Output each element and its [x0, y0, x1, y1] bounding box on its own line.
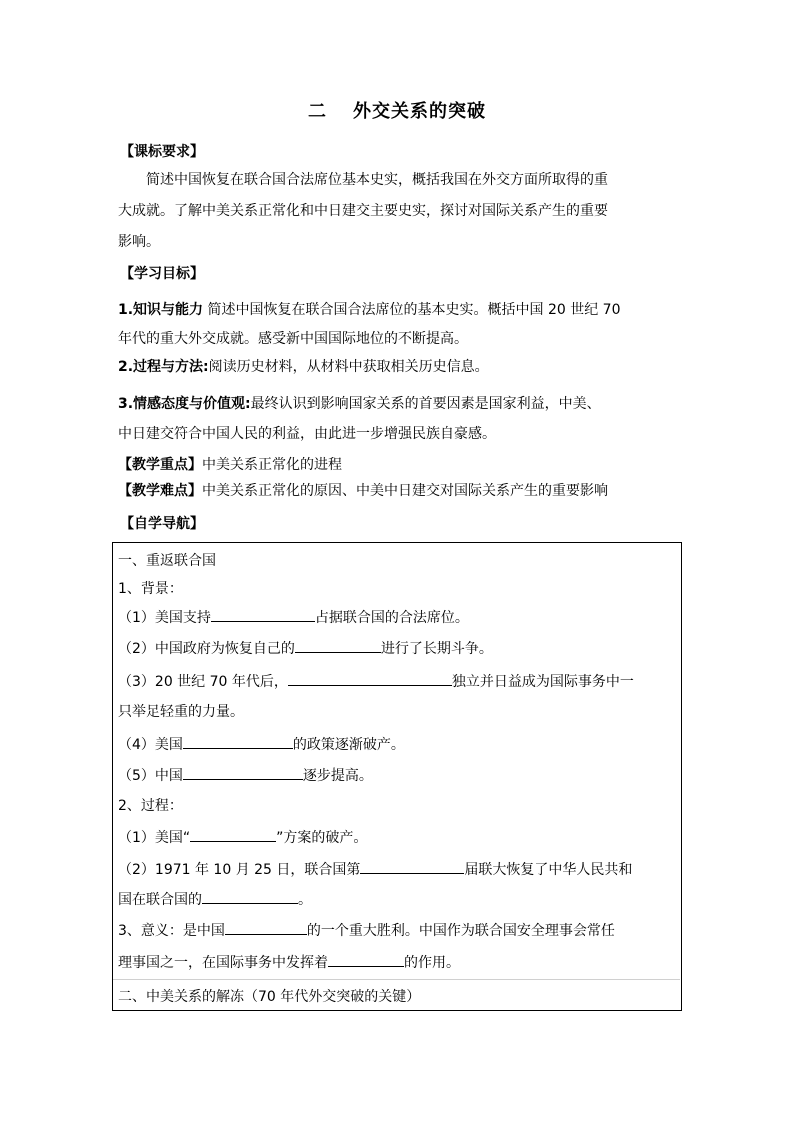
- teaching-key-point: 【教学重点】中美关系正常化的进程: [118, 457, 342, 473]
- guide-significance-cont: 理事国之一，在国际事务中发挥着 的作用。: [118, 951, 460, 972]
- fill-blank[interactable]: [202, 888, 298, 904]
- objective-emotion-cont: 中日建交符合中国人民的利益，由此进一步增强民族自豪感。: [118, 426, 496, 442]
- fill-blank[interactable]: [183, 733, 293, 749]
- guide-item: （2）中国政府为恢复自己的 进行了长期斗争。: [118, 637, 493, 658]
- section-heading-kebiao: 【课标要求】: [120, 144, 204, 160]
- guide-background-heading: 1、背景：: [118, 581, 183, 597]
- guide-item: （1）美国“ ”方案的破产。: [118, 826, 367, 847]
- guide-section-2-title: 二、中美关系的解冻（70 年代外交突破的关键）: [118, 989, 421, 1005]
- objective-knowledge-cont: 年代的重大外交成就。感受新中国国际地位的不断提高。: [118, 331, 468, 347]
- kebiao-line: 影响。: [118, 234, 160, 250]
- fill-blank[interactable]: [183, 764, 303, 780]
- fill-blank[interactable]: [360, 858, 464, 874]
- section-heading-daohang: 【自学导航】: [120, 516, 204, 532]
- guide-item: （4）美国 的政策逐渐破产。: [118, 733, 405, 754]
- objective-process: 2.过程与方法:阅读历史材料，从材料中获取相关历史信息。: [118, 359, 489, 375]
- guide-item-cont: 只举足轻重的力量。: [118, 704, 244, 720]
- objective-knowledge: 1.知识与能力 简述中国恢复在联合国合法席位的基本史实。概括中国 20 世纪 70: [118, 302, 621, 318]
- guide-section-1-title: 一、重返联合国: [118, 553, 216, 569]
- fill-blank[interactable]: [211, 606, 315, 622]
- kebiao-line: 大成就。了解中美关系正常化和中日建交主要史实，探讨对国际关系产生的重要: [118, 203, 608, 219]
- guide-process-heading: 2、过程：: [118, 798, 183, 814]
- guide-item: （5）中国 逐步提高。: [118, 764, 373, 785]
- guide-item: （1）美国支持 占据联合国的合法席位。: [118, 606, 469, 627]
- fill-blank[interactable]: [288, 670, 452, 686]
- objective-emotion: 3.情感态度与价值观:最终认识到影响国家关系的首要因素是国家利益，中美、: [118, 396, 601, 412]
- fill-blank[interactable]: [328, 951, 404, 967]
- teaching-difficulty: 【教学难点】中美关系正常化的原因、中美中日建交对国际关系产生的重要影响: [118, 483, 608, 499]
- fill-blank[interactable]: [225, 919, 307, 935]
- page-title: 二 外交关系的突破: [308, 101, 486, 122]
- guide-significance: 3、意义：是中国 的一个重大胜利。中国作为联合国安全理事会常任: [118, 919, 615, 940]
- guide-item: （3）20 世纪 70 年代后， 独立并日益成为国际事务中一: [118, 670, 634, 691]
- guide-item: （2）1971 年 10 月 25 日，联合国第 届联大恢复了中华人民共和: [118, 858, 632, 879]
- guide-item-cont: 国在联合国的 。: [118, 888, 312, 909]
- divider: [113, 979, 680, 980]
- fill-blank[interactable]: [295, 637, 381, 653]
- fill-blank[interactable]: [190, 826, 276, 842]
- section-heading-mubiao: 【学习目标】: [120, 266, 204, 282]
- kebiao-line: 简述中国恢复在联合国合法席位基本史实，概括我国在外交方面所取得的重: [146, 172, 608, 188]
